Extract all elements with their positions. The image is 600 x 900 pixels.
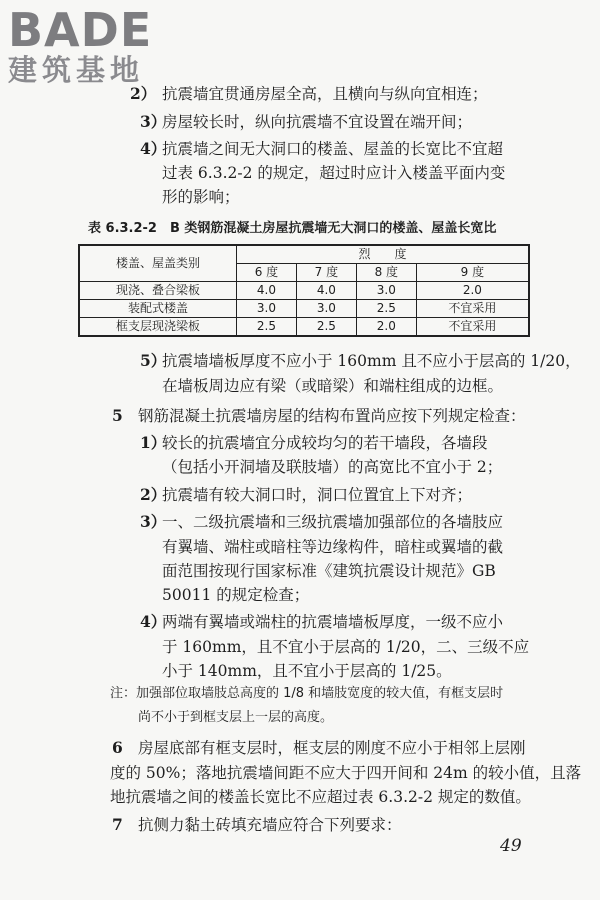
section-text: 地抗震墙之间的楼盖长宽比不应超过表 6.3.2-2 规定的数值。 (110, 788, 531, 806)
item-text: 较长的抗震墙宜分成较均匀的若干墙段，各墙段 (162, 434, 488, 452)
table-cell: 2.0 (416, 282, 529, 300)
item-number: 4） (140, 139, 167, 158)
item-text: 抗震墙墙板厚度不应小于 160mm 且不应小于层高的 1/20， (162, 352, 581, 370)
item-text: 有翼墙、端柱或暗柱等边缘构件，暗柱或翼墙的截 (162, 538, 504, 556)
table-cell: 2.5 (356, 300, 416, 318)
item-number: 5） (140, 351, 167, 370)
item-text: 小于 140mm，且不宜小于层高的 1/25。 (162, 662, 452, 680)
item-number: 3） (140, 112, 167, 131)
logo-subtitle: 建筑基地 (8, 53, 145, 87)
table-cell: 2.5 (237, 318, 297, 337)
table-cell: 2.5 (296, 318, 356, 337)
item-number: 1） (140, 433, 167, 452)
note-text: 尚不小于到框支层上一层的高度。 (138, 710, 334, 725)
table-cell: 2.0 (356, 318, 416, 337)
section-number: 6 (112, 738, 123, 757)
table-row (79, 300, 529, 318)
table-cell-label: 现浇、叠合梁板 (79, 282, 237, 300)
watermark-logo (8, 4, 178, 86)
item-text: 抗震墙有较大洞口时，洞口位置宜上下对齐； (162, 486, 473, 504)
table-cell-label: 框支层现浇梁板 (79, 318, 237, 337)
table-cell: 3.0 (356, 282, 416, 300)
page-number: 49 (500, 836, 522, 856)
table-column-header: 6 度 (237, 264, 297, 282)
section-number: 7 (112, 815, 123, 834)
table-cell: 3.0 (296, 300, 356, 318)
item-text: 50011 的规定检查； (162, 586, 310, 604)
table-column-header: 7 度 (296, 264, 356, 282)
item-number: 4） (140, 612, 167, 631)
section-text: 钢筋混凝土抗震墙房屋的结构布置尚应按下列规定检查： (138, 407, 526, 425)
item-text: 两端有翼墙或端柱的抗震墙墙板厚度，一级不应小 (162, 613, 504, 631)
table-cell: 4.0 (237, 282, 297, 300)
item-text: （包括小开洞墙及联肢墙）的高宽比不宜小于 2； (162, 458, 503, 476)
item-text: 形的影响； (162, 188, 240, 206)
table-cell: 3.0 (237, 300, 297, 318)
item-text: 在墙板周边应有梁（或暗梁）和端柱组成的边框。 (162, 377, 504, 395)
table-cell-label: 装配式楼盖 (79, 300, 237, 318)
section-text: 抗侧力黏土砖填充墙应符合下列要求： (138, 816, 402, 834)
section-text: 度的 50%；落地抗震墙间距不应大于四开间和 24m 的较小值，且落 (110, 764, 582, 782)
item-number: 3） (140, 512, 167, 531)
item-text: 房屋较长时，纵向抗震墙不宜设置在端开间； (162, 113, 473, 131)
item-text: 一、二级抗震墙和三级抗震墙加强部位的各墙肢应 (162, 513, 504, 531)
note-text: 注：加强部位取墙肢总高度的 1/8 和墙肢宽度的较大值，有框支层时 (110, 686, 504, 701)
ratio-table (78, 244, 530, 337)
table-column-header: 9 度 (416, 264, 529, 282)
table-row-header: 楼盖、屋盖类别 (79, 245, 237, 282)
logo-brand: BADE (8, 3, 153, 57)
section-text: 房屋底部有框支层时，框支层的刚度不应小于相邻上层刚 (138, 739, 526, 757)
item-text: 抗震墙宜贯通房屋全高，且横向与纵向宜相连； (162, 85, 488, 103)
item-text: 过表 6.3.2-2 的规定，超过时应计入楼盖平面内变 (162, 164, 506, 182)
table-cell: 不宜采用 (416, 318, 529, 337)
section-number: 5 (112, 406, 123, 425)
item-number: 2） (130, 84, 157, 103)
item-number: 2） (140, 485, 167, 504)
table-row (79, 282, 529, 300)
table-row (79, 318, 529, 337)
table-cell: 4.0 (296, 282, 356, 300)
item-text: 面范围按现行国家标准《建筑抗震设计规范》GB (162, 562, 496, 580)
item-text: 抗震墙之间无大洞口的楼盖、屋盖的长宽比不宜超 (162, 140, 504, 158)
table-column-header: 8 度 (356, 264, 416, 282)
item-text: 于 160mm，且不宜小于层高的 1/20，二、三级不应 (162, 638, 530, 656)
table-group-header: 烈 度 (237, 245, 530, 264)
table-cell: 不宜采用 (416, 300, 529, 318)
table-caption: 表 6.3.2-2 B 类钢筋混凝土房屋抗震墙无大洞口的楼盖、屋盖长宽比 (88, 221, 497, 236)
